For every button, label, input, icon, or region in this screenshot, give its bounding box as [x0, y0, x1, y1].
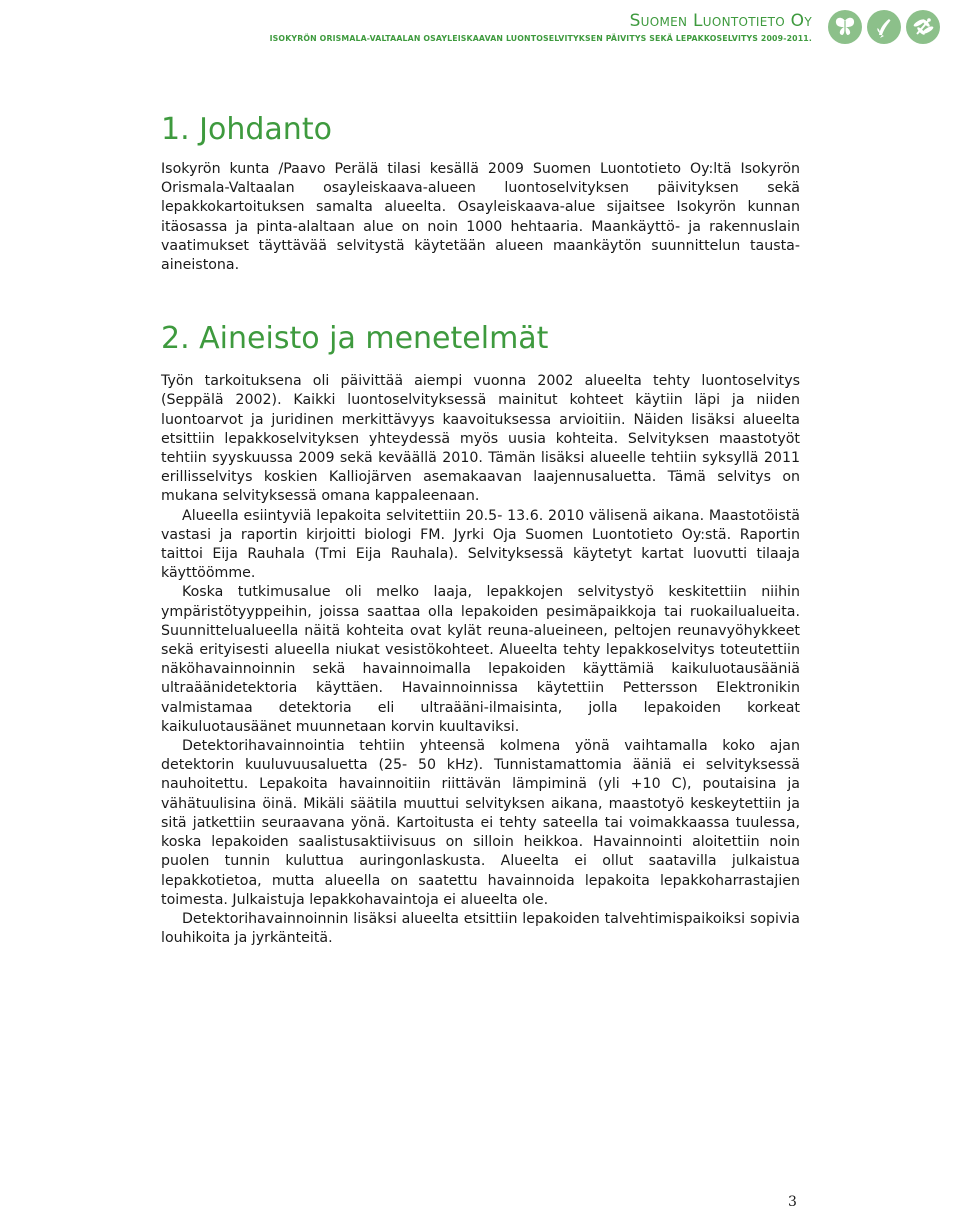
report-title: ISOKYRÖN ORISMALA-VALTAALAN OSAYLEISKAAVAN LUONTOSELVITYKSEN PÄIVITYS SEKÄ LEPAKKOSELVITYS 2009-2011. — [269, 34, 812, 43]
fish-icon — [867, 10, 901, 44]
page-number: 3 — [788, 1194, 797, 1210]
section-heading-johdanto: 1. Johdanto — [161, 112, 332, 147]
company-name: Suomen Luontotieto Oy — [629, 11, 812, 31]
running-header — [270, 10, 812, 45]
paragraph: Koska tutkimusalue oli melko laaja, lepakkojen selvitystyö keskitettiin niihin ympäristötyyppeihin, joissa saattaa olla lepakoiden pesimäpaikkoja tai ruokailualueita. Suunnittelualueella näitä kohteita ovat kylät reuna-alueineen, peltojen reunavyöhykkeet sekä erityisesti alueella niukat vesistökohteet. Alueelta tehty lepakkoselvitys toteutettiin näköhavainnoinnin sekä havainnoimalla lepakoiden käyttämiä kaikuluotausääniä ultraäänidetektoria käyttäen. Havainnoinnissa käytettiin Pettersson Elektronikin valmistamaa detektoria eli ultraääni-ilmaisinta, jolla lepakoiden korkeat kaikuluotausäänet muunnetaan korvin kuultaviksi. — [161, 584, 800, 735]
document-body — [161, 108, 800, 948]
paragraph: Isokyrön kunta /Paavo Perälä tilasi kesällä 2009 Suomen Luontotieto Oy:ltä Isokyrön Orismala-Valtaalan osayleiskaava-alueen luontoselvityksen päivityksen sekä lepakkokartoituksen samalta alueelta. Osayleiskaava-alue sijaitsee Isokyrön kunnan itäosassa ja pinta-alaltaan alue on noin 1000 hehtaaria. Maankäyttö- ja rakennuslain vaatimukset täyttävää selvitystä käytetään alueen maankäytön suunnittelun tausta-aineistona. — [161, 161, 800, 274]
paragraph: Työn tarkoituksena oli päivittää aiempi vuonna 2002 alueelta tehty luontoselvitys (Seppälä 2002). Kaikki luontoselvityksessä mainitut kohteet käytiin läpi ja niiden luontoarvot ja juridinen merkittävyys kaavoituksessa arvioitiin. Näiden lisäksi alueelta etsittiin lepakkoselvityksen yhteydessä myös uusia kohteita. Selvityksen maastotyöt tehtiin syyskuussa 2009 sekä keväällä 2010. Tämän lisäksi alueelle tehtiin syksyllä 2011 erillisselvitys koskien Kalliojärven asemakaavan laajennusaluetta. Tämä selvitys on mukana selvityksessä omana kappaleenaan. — [161, 373, 800, 505]
paragraph: Detektorihavainnoinnin lisäksi alueelta etsittiin lepakoiden talvehtimispaikoiksi sopivia louhikoita ja jyrkänteitä. — [161, 910, 800, 947]
logo-group — [828, 10, 940, 44]
paragraph: Detektorihavainnointia tehtiin yhteensä kolmena yönä vaihtamalla koko ajan detektorin kuuluvuusaluetta (25- 50 kHz). Tunnistamattomia ääniä ei selvityksessä nauhoitettu. Lepakoita havainnoitiin riittävän lämpiminä (yli +10 C), poutaisina ja vähätuulisina öinä. Mikäli säätila muuttui selvityksen aikana, maastotyö keskeytettiin ja sitä jatkettiin seuraavana yönä. Kartoitusta ei tehty sateella tai voimakkaassa tuulessa, koska lepakoiden saalistusaktiivisuus on silloin heikkoa. Havainnointi aloitettiin noin puolen tunnin kuluttua auringonlaskusta. Alueelta ei ollut saatavilla julkaistua lepakkotietoa, mutta alueella on saatettu havainnoida lepakoita lepakkoharrastajien toimesta. Julkaistuja lepakkohavaintoja ei alueelta ole. — [161, 738, 800, 908]
butterfly-icon — [828, 10, 862, 44]
section-heading-aineisto: 2. Aineisto ja menetelmät — [161, 321, 549, 357]
dragonfly-icon — [906, 10, 940, 44]
paragraph: Alueella esiintyviä lepakoita selvitettiin 20.5- 13.6. 2010 välisenä aikana. Maastotöistä vastasi ja raportin kirjoitti biologi FM. Jyrki Oja Suomen Luontotieto Oy:stä. Raportin taittoi Eija Rauhala (Tmi Eija Rauhala). Selvityksessä käytetyt kartat luovutti tilaaja käyttöömme. — [161, 507, 800, 582]
